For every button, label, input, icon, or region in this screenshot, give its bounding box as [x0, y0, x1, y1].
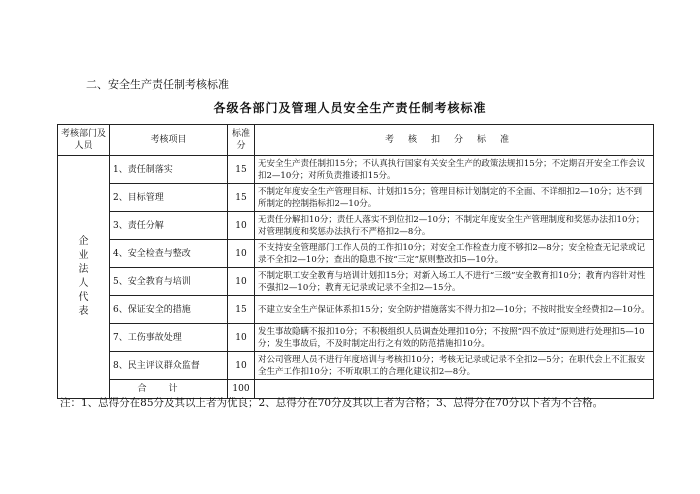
header-criteria: 考核扣分标准	[255, 125, 654, 156]
table-row	[58, 352, 654, 380]
score-cell: 10	[228, 240, 255, 268]
score-cell: 10	[228, 352, 255, 380]
table-row	[58, 324, 654, 352]
header-item: 考核项目	[110, 125, 228, 156]
table-row	[58, 240, 654, 268]
item-cell: 4、安全检查与整改	[110, 240, 228, 268]
table-title: 各级各部门及管理人员安全生产责任制考核标准	[213, 101, 487, 115]
table-row	[58, 268, 654, 296]
score-cell: 10	[228, 268, 255, 296]
table-row	[58, 212, 654, 240]
item-cell: 6、保证安全的措施	[110, 296, 228, 324]
score-cell: 15	[228, 184, 255, 212]
table-row	[58, 184, 654, 212]
header-score: 标准分	[228, 125, 255, 156]
department-cell	[58, 156, 110, 399]
total-score: 100	[228, 380, 255, 399]
table-header-row	[58, 125, 654, 156]
item-cell: 8、民主评议群众监督	[110, 352, 228, 380]
item-cell: 7、工伤事故处理	[110, 324, 228, 352]
assessment-table	[57, 124, 654, 399]
criteria-cell: 对公司管理人员不进行年度培训与考核扣10分；考核无记录或记录不全扣2—5分；在职代会上不汇报安全生产工作扣10分；不听取职工的合理化建议扣2—8分。	[255, 352, 654, 380]
criteria-cell: 不制定职工安全教育与培训计划扣15分；对新入场工人不进行“三级”安全教育扣10分；教育内容针对性不强扣2—10分；教育无记录或记录不全扣2—15分。	[255, 268, 654, 296]
score-cell: 15	[228, 296, 255, 324]
criteria-cell: 不支持安全管理部门工作人员的工作扣10分；对安全工作检查力度不够扣2—8分；安全检查无记录或记录不全扣2—10分；查出的隐患不按“三定”原则整改扣5—10分。	[255, 240, 654, 268]
score-cell: 10	[228, 324, 255, 352]
score-cell: 10	[228, 212, 255, 240]
section-heading: 二、安全生产责任制考核标准	[86, 78, 229, 91]
criteria-cell: 无安全生产责任制扣15分；不认真执行国家有关安全生产的政策法规扣15分；不定期召开安全工作会议扣2—10分；对所负责推诿扣15分。	[255, 156, 654, 184]
department-label: 企业法人代表	[78, 236, 89, 317]
table-row	[58, 156, 654, 184]
criteria-cell: 不制定年度安全生产管理目标、计划扣15分；管理目标计划制定的不全面、不详细扣2—10分；达不到所制定的控制指标扣2—10分。	[255, 184, 654, 212]
criteria-cell: 发生事故隐瞒不报扣10分；不积极组织人员调查处理扣10分；不按照“四不放过”原则进行处理扣5—10分；发生事故后，不及时制定出行之有效的防范措施扣10分。	[255, 324, 654, 352]
item-cell: 3、责任分解	[110, 212, 228, 240]
table-row	[58, 296, 654, 324]
total-label: 合计	[110, 380, 228, 399]
header-dept: 考核部门及人员	[58, 125, 110, 156]
item-cell: 1、责任制落实	[110, 156, 228, 184]
criteria-cell: 不建立安全生产保证体系扣15分；安全防护措施落实不得力扣2—10分；不按时批安全经费扣2—10分。	[255, 296, 654, 324]
footnote: 注：1、总得分在85分及其以上者为优良；2、总得分在70分及其以上者为合格；3、总得分在70分以下者为不合格。	[60, 397, 604, 409]
item-cell: 5、安全教育与培训	[110, 268, 228, 296]
score-cell: 15	[228, 156, 255, 184]
criteria-cell: 无责任分解扣10分；责任人落实不到位扣2—10分；不制定年度安全生产管理制度和奖惩办法扣10分；对管理制度和奖惩办法执行不严格扣2—8分。	[255, 212, 654, 240]
item-cell: 2、目标管理	[110, 184, 228, 212]
